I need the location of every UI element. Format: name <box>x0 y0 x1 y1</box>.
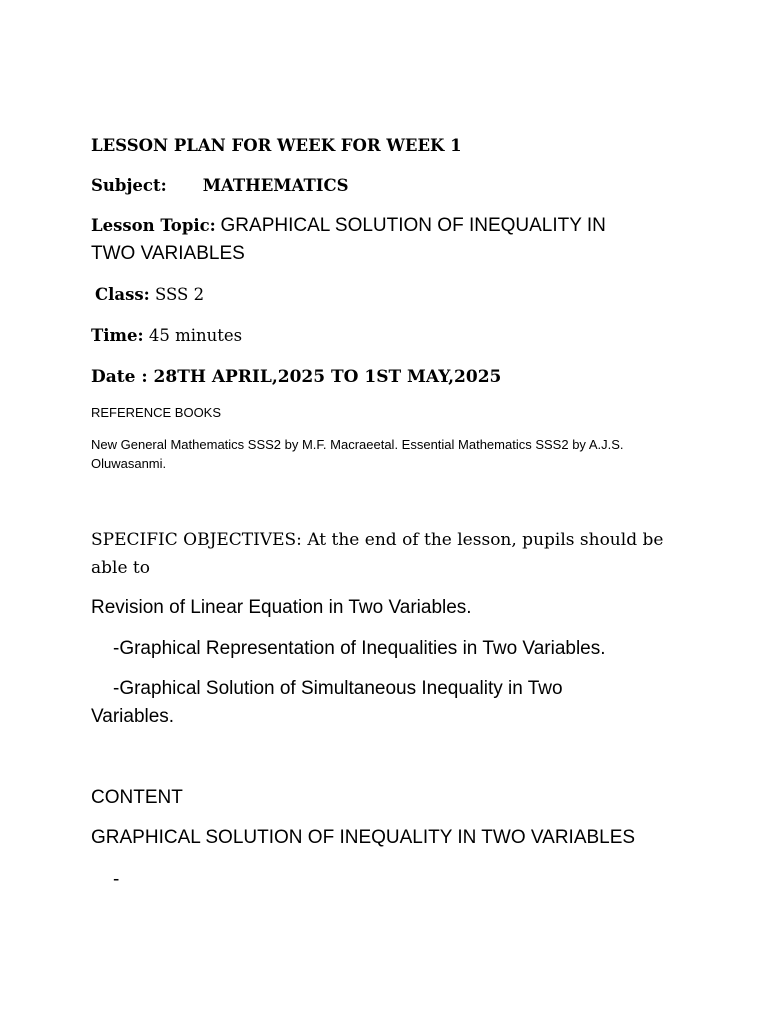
time-value: 45 minutes <box>148 326 243 345</box>
specific-objectives-text: SPECIFIC OBJECTIVES: At the end of the lesson, pupils should be <box>91 530 664 550</box>
specific-objectives-text-continued: able to <box>91 558 150 578</box>
content-heading: CONTENT <box>91 787 183 808</box>
reference-books-text-continued: Oluwasanmi. <box>91 456 167 471</box>
lesson-topic-line <box>91 215 691 237</box>
content-title: GRAPHICAL SOLUTION OF INEQUALITY IN TWO VARIABLES <box>91 827 636 848</box>
objective-graphical-solution-continued: Variables. <box>91 706 175 727</box>
lesson-topic-value: GRAPHICAL SOLUTION OF INEQUALITY IN <box>220 215 606 236</box>
objective-graphical-solution: -Graphical Solution of Simultaneous Inequality in Two <box>113 678 563 699</box>
date-line: Date : 28TH APRIL,2025 TO 1ST MAY,2025 <box>91 367 502 387</box>
reference-books-text: New General Mathematics SSS2 by M.F. Macraeetal. Essential Mathematics SSS2 by A.J.S. <box>91 437 624 452</box>
time-line <box>91 326 691 345</box>
objective-revision: Revision of Linear Equation in Two Variables. <box>91 597 472 618</box>
lesson-topic-label: Lesson Topic: <box>91 216 216 235</box>
lesson-plan-title: LESSON PLAN FOR WEEK FOR WEEK 1 <box>91 136 462 155</box>
content-list-dash: - <box>113 869 120 890</box>
subject-value: MATHEMATICS <box>202 176 349 195</box>
lesson-topic-value-continued: TWO VARIABLES <box>91 243 245 264</box>
class-label: Class: <box>95 285 150 304</box>
objective-graphical-representation: -Graphical Representation of Inequalities in Two Variables. <box>113 638 606 659</box>
reference-books-heading: REFERENCE BOOKS <box>91 405 222 420</box>
class-value: SSS 2 <box>155 285 205 304</box>
class-line <box>95 285 695 304</box>
subject-label: Subject: <box>91 176 167 195</box>
subject-line <box>91 176 691 195</box>
time-label: Time: <box>91 326 144 345</box>
